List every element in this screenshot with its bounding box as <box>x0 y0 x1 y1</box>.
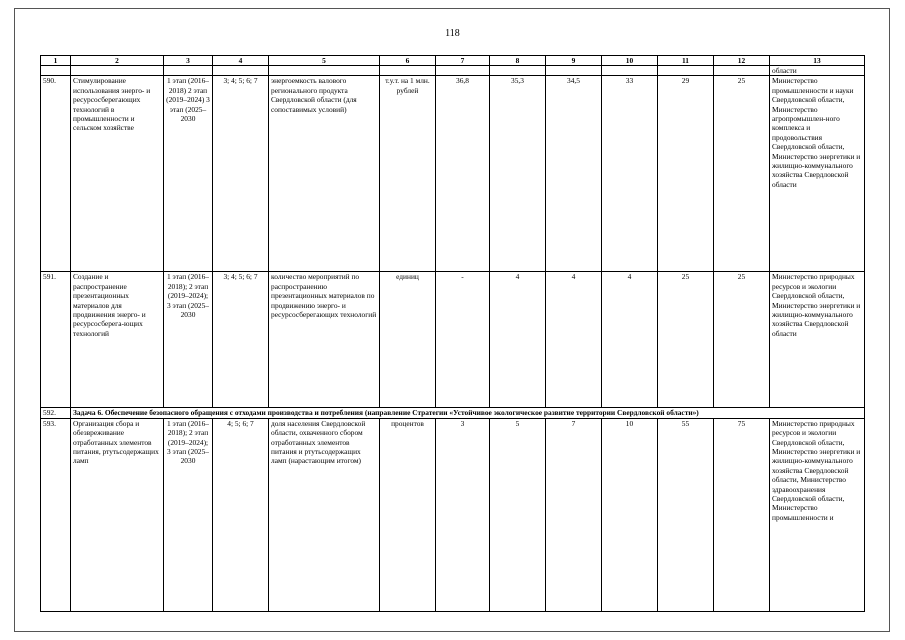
value-col10: 10 <box>602 418 658 611</box>
header-cell: 13 <box>770 56 865 66</box>
indicator: доля населения Свердловской области, охваченного сбором отработанных элементов питания и ртутьсодержащих ламп (нарастающим итогом) <box>269 418 380 611</box>
value-col11: 25 <box>658 272 714 408</box>
header-row <box>41 56 865 66</box>
value-col7: 36,8 <box>436 76 490 272</box>
value-col11: 29 <box>658 76 714 272</box>
stages: 1 этап (2016–2018) 2 этап (2019–2024) 3 этап (2025–2030 <box>164 76 213 272</box>
row-number: 590. <box>41 76 71 272</box>
value-col8: 5 <box>490 418 546 611</box>
value-col9: 34,5 <box>546 76 602 272</box>
value-col7: - <box>436 272 490 408</box>
value-col11: 55 <box>658 418 714 611</box>
task-numbers: 3; 4; 5; 6; 7 <box>213 76 269 272</box>
value-col10: 4 <box>602 272 658 408</box>
header-cell: 7 <box>436 56 490 66</box>
value-col9: 4 <box>546 272 602 408</box>
plan-table <box>40 55 865 612</box>
responsible: Министерство природных ресурсов и экологии Свердловской области, Министерство энергетики и жилищно-коммунального хозяйства Свердловской области, Министерство здравоохранения Свердловской области, Министерство промышленности и <box>770 418 865 611</box>
header-cell: 10 <box>602 56 658 66</box>
header-cell: 3 <box>164 56 213 66</box>
responsible: Министерство природных ресурсов и экологии Свердловской области, Министерство энергетики и жилищно-коммунального хозяйства Свердловской области <box>770 272 865 408</box>
value-col7: 3 <box>436 418 490 611</box>
header-cell: 8 <box>490 56 546 66</box>
stages: 1 этап (2016–2018); 2 этап (2019–2024); 3 этап (2025–2030 <box>164 272 213 408</box>
task-row <box>41 408 865 418</box>
value-col8: 35,3 <box>490 76 546 272</box>
stages: 1 этап (2016–2018); 2 этап (2019–2024); 3 этап (2025–2030 <box>164 418 213 611</box>
header-cell: 12 <box>714 56 770 66</box>
value-col12: 75 <box>714 418 770 611</box>
carry-over-row <box>41 66 865 76</box>
row-number: 591. <box>41 272 71 408</box>
header-cell: 2 <box>71 56 164 66</box>
page-number: 118 <box>445 28 460 39</box>
header-cell: 9 <box>546 56 602 66</box>
carry-over-responsible: области <box>770 66 865 76</box>
value-col12: 25 <box>714 272 770 408</box>
measure-name: Создание и распространение презентационных материалов для продвижения энерго- и ресурсосберега-ющих технологий <box>71 272 164 408</box>
unit: процентов <box>380 418 436 611</box>
header-cell: 4 <box>213 56 269 66</box>
task-numbers: 3; 4; 5; 6; 7 <box>213 272 269 408</box>
unit: единиц <box>380 272 436 408</box>
header-cell: 11 <box>658 56 714 66</box>
value-col12: 25 <box>714 76 770 272</box>
row-number: 592. <box>41 408 71 418</box>
table-row <box>41 272 865 408</box>
measure-name: Организация сбора и обезвреживание отработанных элементов питания, ртутьсодержащих ламп <box>71 418 164 611</box>
task-title: Задача 6. Обеспечение безопасного обращения с отходами производства и потребления (направление Стратегии «Устойчивое экологическое развитие территории Свердловской области») <box>71 408 865 418</box>
value-col8: 4 <box>490 272 546 408</box>
unit: т.у.т. на 1 млн. рублей <box>380 76 436 272</box>
indicator: количество мероприятий по распространению презентационных материалов по продвижению энерго- и ресурсосберегающих технологий <box>269 272 380 408</box>
table-row <box>41 76 865 272</box>
row-number: 593. <box>41 418 71 611</box>
responsible: Министерство промышленности и науки Свердловской области, Министерство агропромышлен-ного комплекса и продовольствия Свердловской области, Министерство энергетики и жилищно-коммунального хозяйства Свердловской области <box>770 76 865 272</box>
measure-name: Стимулирование использования энерго- и ресурсосберегающих технологий в промышленности и сельском хозяйстве <box>71 76 164 272</box>
table-row <box>41 418 865 611</box>
indicator: энергоемкость валового регионального продукта Свердловской области (для сопоставимых условий) <box>269 76 380 272</box>
header-cell: 6 <box>380 56 436 66</box>
header-cell: 1 <box>41 56 71 66</box>
value-col9: 7 <box>546 418 602 611</box>
header-cell: 5 <box>269 56 380 66</box>
value-col10: 33 <box>602 76 658 272</box>
task-numbers: 4; 5; 6; 7 <box>213 418 269 611</box>
